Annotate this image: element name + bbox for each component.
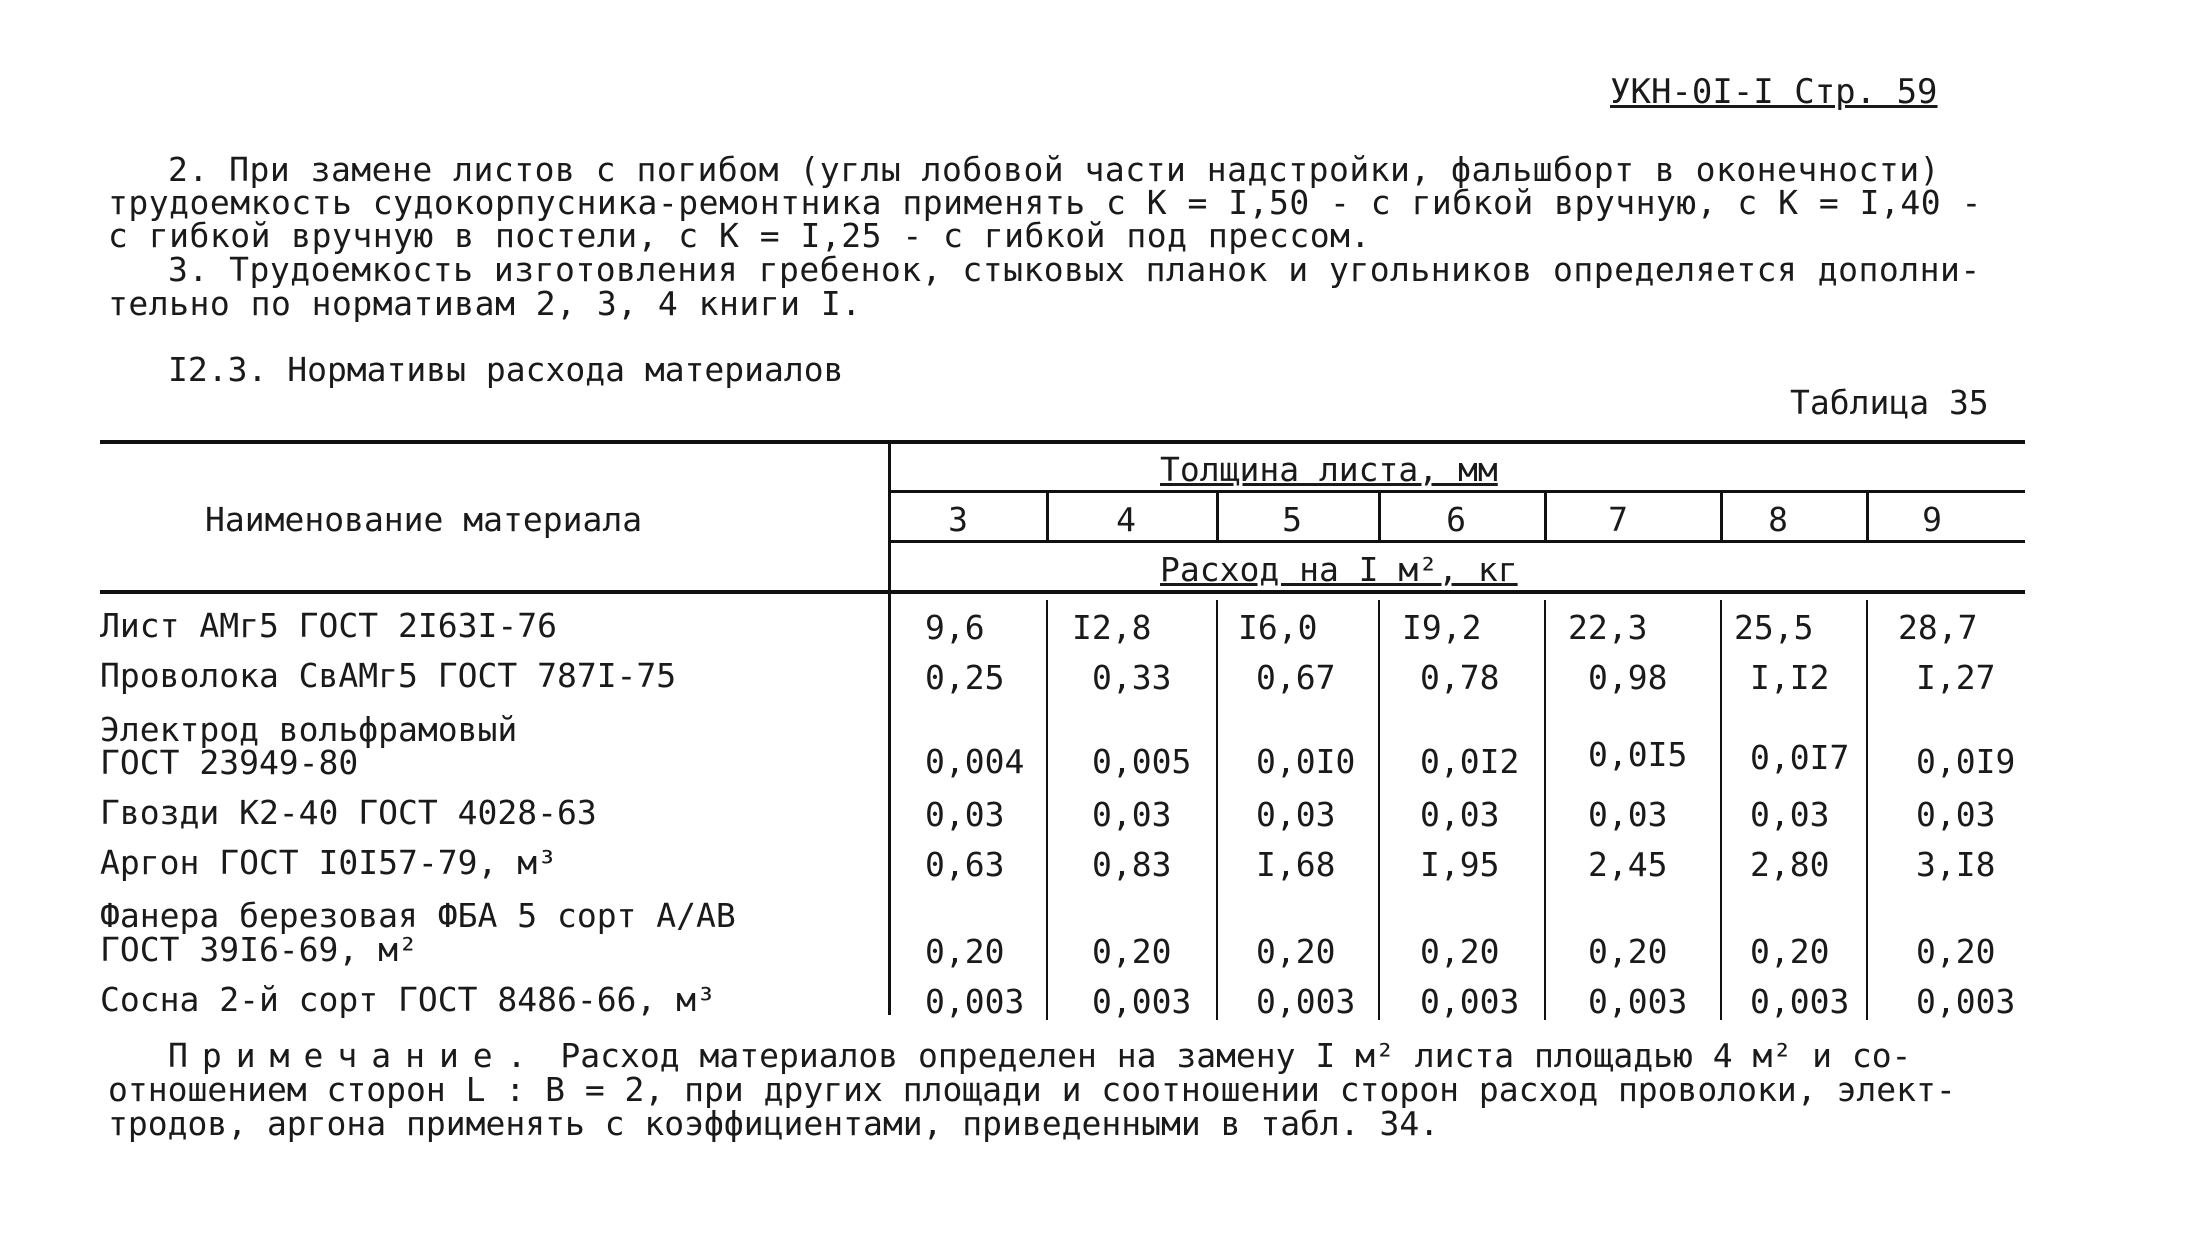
name-column-divider	[888, 440, 891, 1015]
cell: 0,03	[1916, 795, 1996, 834]
thickness-4: 4	[1116, 500, 1136, 539]
cell: 22,3	[1568, 608, 1648, 647]
cell: 3,I8	[1916, 845, 1996, 884]
cell: 0,003	[1092, 982, 1192, 1021]
cell: I9,2	[1402, 608, 1482, 647]
col-sep-2	[1216, 490, 1219, 540]
row-name-7: Сосна 2-й сорт ГОСТ 8486-66, м³	[100, 980, 716, 1019]
col-sep-body-3	[1378, 600, 1380, 1020]
cell: I,95	[1420, 845, 1500, 884]
footnote-line-3: тродов, аргона применять с коэффициентами, приведенными в табл. 34.	[108, 1104, 1440, 1143]
cell: 0,003	[1256, 982, 1356, 1021]
cell: 0,33	[1092, 658, 1172, 697]
row-name-4: Гвозди К2-40 ГОСТ 4028-63	[100, 793, 597, 832]
note-2-line-2: трудоемкость судокорпусника-ремонтника применять с К = I,50 - с гибкой вручную, с К = I,40 -	[108, 183, 1982, 222]
note-2-line-3: с гибкой вручную в постели, с К = I,25 - с гибкой под прессом.	[108, 216, 1371, 255]
cell: I,68	[1256, 845, 1336, 884]
cell: 0,03	[1256, 795, 1336, 834]
cell: 0,20	[925, 932, 1005, 971]
cell: 0,0I7	[1750, 738, 1850, 777]
thickness-8: 8	[1768, 500, 1788, 539]
cell: 0,20	[1750, 932, 1830, 971]
material-name-header: Наименование материала	[205, 500, 643, 539]
row-name-3b: ГОСТ 23949-80	[100, 743, 359, 782]
cell: 0,20	[1420, 932, 1500, 971]
cell: 0,25	[925, 658, 1005, 697]
cell: 0,98	[1588, 658, 1668, 697]
cell: 0,03	[1588, 795, 1668, 834]
cell: 0,003	[1750, 982, 1850, 1021]
col-sep-body-1	[1046, 600, 1048, 1020]
thickness-5: 5	[1282, 500, 1302, 539]
cell: 0,003	[1588, 982, 1688, 1021]
cell: 0,20	[1588, 932, 1668, 971]
col-sep-4	[1544, 490, 1547, 540]
thickness-3: 3	[948, 500, 968, 539]
cell: 0,003	[925, 982, 1025, 1021]
table-top-rule	[100, 440, 2025, 444]
cell: 0,83	[1092, 845, 1172, 884]
cell: 0,0I5	[1588, 735, 1688, 774]
note-3-line-1: 3. Трудоемкость изготовления гребенок, стыковых планок и угольников определяется дополни-	[168, 250, 1981, 289]
cell: 0,03	[1092, 795, 1172, 834]
row-name-1: Лист АМг5 ГОСТ 2I63I-76	[100, 606, 557, 645]
footnote-text-1: Расход материалов определен на замену I м² листа площадью 4 м² и со-	[560, 1036, 1912, 1075]
cell: 2,80	[1750, 845, 1830, 884]
footnote-line-2: отношением сторон L : B = 2, при других площади и соотношении сторон расход проволоки, элект-	[108, 1070, 1956, 1109]
cell: I,27	[1916, 658, 1996, 697]
cell: 0,0I2	[1420, 742, 1520, 781]
cell: 25,5	[1734, 608, 1814, 647]
row-name-5: Аргон ГОСТ I0I57-79, м³	[100, 843, 557, 882]
thickness-header: Толщина листа, мм	[1160, 450, 1498, 489]
row-name-2: Проволока СвАМг5 ГОСТ 787I-75	[100, 656, 677, 695]
cell: 0,20	[1092, 932, 1172, 971]
col-sep-1	[1046, 490, 1049, 540]
col-sep-body-4	[1544, 600, 1546, 1020]
row-name-6a: Фанера березовая ФБА 5 сорт А/АВ	[100, 896, 736, 935]
cell: 0,78	[1420, 658, 1500, 697]
thickness-7: 7	[1608, 500, 1628, 539]
table-caption: Таблица 35	[1790, 383, 1989, 422]
cell: I6,0	[1238, 608, 1318, 647]
footnote-label: Примечание.	[168, 1036, 541, 1075]
cell: 0,0I9	[1916, 742, 2016, 781]
col-sep-5	[1720, 490, 1723, 540]
section-title: I2.3. Нормативы расхода материалов	[168, 350, 844, 389]
row-name-6b: ГОСТ 39I6-69, м²	[100, 930, 418, 969]
col-sep-6	[1866, 490, 1869, 540]
col-sep-3	[1378, 490, 1381, 540]
thickness-9: 9	[1922, 500, 1942, 539]
col-sep-body-5	[1720, 600, 1722, 1020]
col-sep-body-6	[1866, 600, 1868, 1020]
thickness-values-rule	[888, 540, 2025, 543]
thickness-6: 6	[1446, 500, 1466, 539]
cell: 0,004	[925, 742, 1025, 781]
cell: 0,03	[1750, 795, 1830, 834]
header-bottom-rule	[100, 590, 2025, 594]
cell: 0,20	[1256, 932, 1336, 971]
thickness-rule	[888, 490, 2025, 493]
row-name-3a: Электрод вольфрамовый	[100, 710, 518, 749]
cell: 0,005	[1092, 742, 1192, 781]
page-reference: УКН-0I-I Стр. 59	[1610, 72, 1938, 112]
cell: 0,20	[1916, 932, 1996, 971]
note-2-line-1: 2. При замене листов с погибом (углы лобовой части надстройки, фальшборт в оконечности)	[168, 150, 1940, 189]
cell: 2,45	[1588, 845, 1668, 884]
cell: I,I2	[1750, 658, 1830, 697]
rate-header: Расход на I м², кг	[1160, 550, 1518, 589]
cell: 9,6	[925, 608, 985, 647]
cell: I2,8	[1072, 608, 1152, 647]
cell: 0,67	[1256, 658, 1336, 697]
cell: 0,0I0	[1256, 742, 1356, 781]
col-sep-body-2	[1216, 600, 1218, 1020]
cell: 28,7	[1898, 608, 1978, 647]
cell: 0,03	[1420, 795, 1500, 834]
cell: 0,63	[925, 845, 1005, 884]
note-3-line-2: тельно по нормативам 2, 3, 4 книги I.	[108, 284, 862, 323]
cell: 0,003	[1916, 982, 2016, 1021]
cell: 0,003	[1420, 982, 1520, 1021]
cell: 0,03	[925, 795, 1005, 834]
